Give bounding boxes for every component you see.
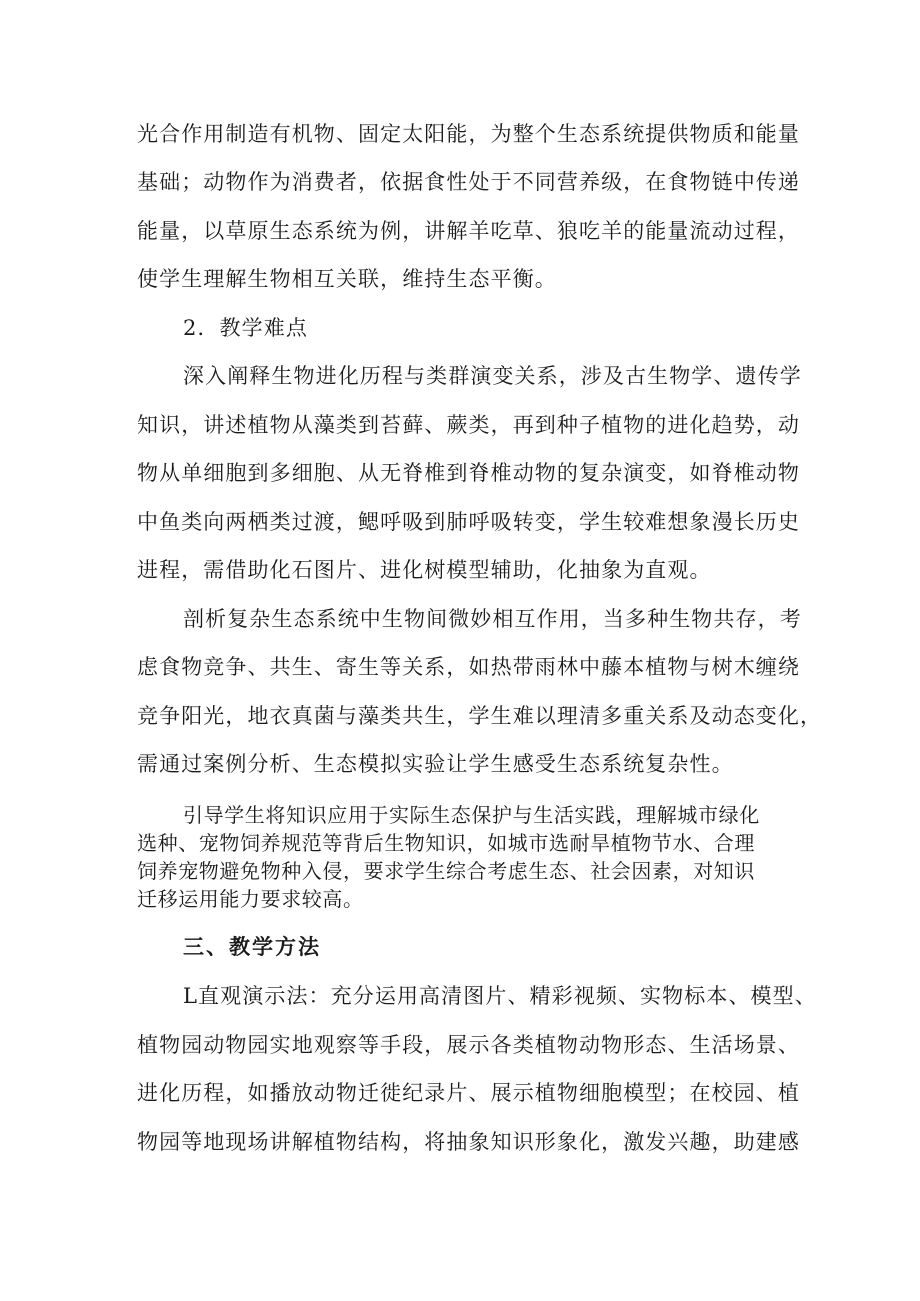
paragraph-4-line-4: 迁移运用能力要求较高。 <box>137 887 364 911</box>
paragraph-3-line-3: 竞争阳光，地衣真菌与藻类共生，学生难以理清多重关系及动态变化， <box>137 704 823 728</box>
paragraph-2-line-5: 进程，需借助化石图片、进化树模型辅助，化抽象为直观。 <box>137 558 712 582</box>
paragraph-5-line-4: 物园等地现场讲解植物结构，将抽象知识形象化，激发兴趣，助建感 <box>137 1130 800 1154</box>
paragraph-5-line-2: 植物园动物园实地观察等手段，展示各类植物动物形态、生活场景、 <box>137 1033 800 1057</box>
section-title-teaching-methods: 三、教学方法 <box>183 934 321 959</box>
paragraph-1-line-1: 光合作用制造有机物、固定太阳能，为整个生态系统提供物质和能量 <box>137 122 800 146</box>
paragraph-1-line-2: 基础；动物作为消费者，依据食性处于不同营养级，在食物链中传递 <box>137 170 800 194</box>
section-title-teaching-difficulties: 2．教学难点 <box>183 316 308 340</box>
paragraph-3-line-1: 剖析复杂生态系统中生物间微妙相互作用，当多种生物共存，考 <box>183 607 802 631</box>
paragraph-3-line-4: 需通过案例分析、生态模拟实验让学生感受生态系统复杂性。 <box>137 752 734 776</box>
paragraph-2-line-2: 知识，讲述植物从藻类到苔藓、蕨类，再到种子植物的进化趋势，动 <box>137 413 800 437</box>
paragraph-1-line-4: 使学生理解生物相互关联，维持生态平衡。 <box>137 267 557 291</box>
paragraph-2-line-4: 中鱼类向两栖类过渡，鳃呼吸到肺呼吸转变，学生较难想象漫长历史 <box>137 510 800 534</box>
paragraph-4-line-1: 引导学生将知识应用于实际生态保护与生活实践，理解城市绿化 <box>183 803 760 827</box>
paragraph-5-line-3: 进化历程，如播放动物迁徙纪录片、展示植物细胞模型；在校园、植 <box>137 1081 800 1105</box>
paragraph-5-line-1: L直观演示法：充分运用高清图片、精彩视频、实物标本、模型、 <box>183 984 817 1008</box>
paragraph-4-line-3: 饲养宠物避免物种入侵，要求学生综合考虑生态、社会因素，对知识 <box>137 859 755 883</box>
paragraph-2-line-3: 物从单细胞到多细胞、从无脊椎到脊椎动物的复杂演变，如脊椎动物 <box>137 461 800 485</box>
paragraph-2-line-1: 深入阐释生物进化历程与类群演变关系，涉及古生物学、遗传学 <box>183 364 802 388</box>
paragraph-3-line-2: 虑食物竞争、共生、寄生等关系，如热带雨林中藤本植物与树木缠绕 <box>137 655 800 679</box>
paragraph-1-line-3: 能量，以草原生态系统为例，讲解羊吃草、狼吃羊的能量流动过程， <box>137 219 800 243</box>
paragraph-4-line-2: 选种、宠物饲养规范等背后生物知识，如城市选耐旱植物节水、合理 <box>137 831 755 855</box>
